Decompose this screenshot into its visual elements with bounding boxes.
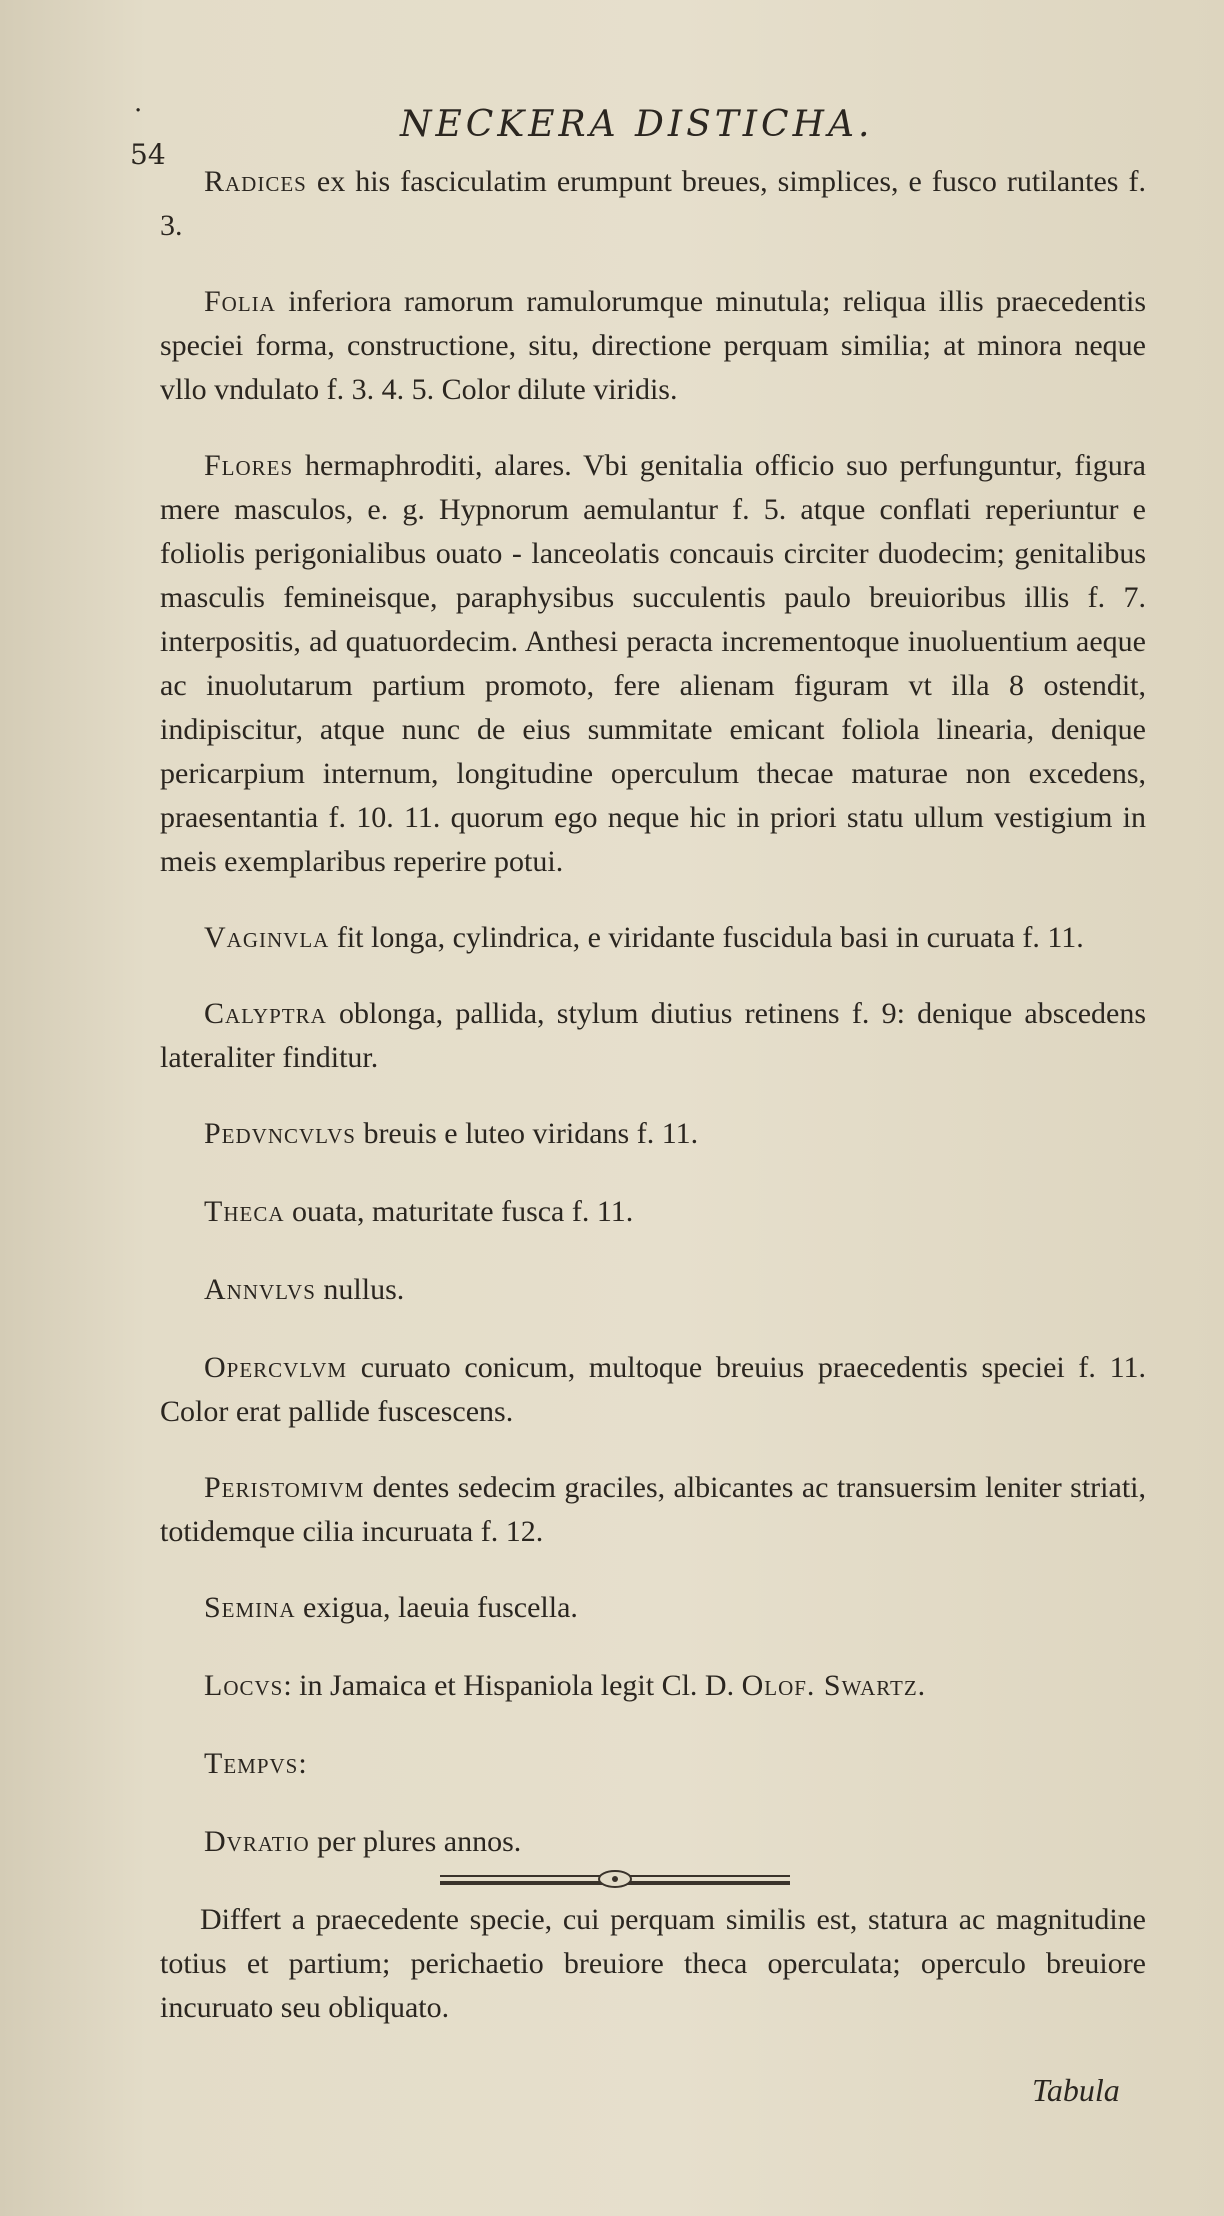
paragraph-lead: Annvlvs bbox=[204, 1273, 316, 1306]
paragraph-text: ouata, maturitate fusca f. 11. bbox=[284, 1195, 634, 1228]
page-number: 54 bbox=[130, 138, 166, 171]
paragraph-text: exigua, laeuia fuscella. bbox=[295, 1591, 578, 1624]
paragraph-text: oblonga, pallida, stylum diutius retinens f. 9: denique abscedens lateraliter finditur. bbox=[160, 997, 1146, 1074]
paragraph-text: per plures annos. bbox=[309, 1825, 522, 1858]
paragraph-semina bbox=[160, 1586, 1146, 1630]
paragraph-text: curuato conicum, multoque breuius praecedentis speciei f. 11. Color erat pallide fuscescens. bbox=[160, 1351, 1146, 1428]
catchword: Tabula bbox=[1032, 2072, 1120, 2108]
paragraph-radices bbox=[160, 160, 1146, 248]
paragraph-lead: Opercvlvm bbox=[204, 1351, 348, 1384]
paragraph-lead: Tempvs bbox=[204, 1747, 299, 1780]
paragraph-annulus bbox=[160, 1268, 1146, 1312]
page-body bbox=[160, 160, 1146, 2062]
paragraph-lead: Pedvncvlvs bbox=[204, 1117, 356, 1150]
paragraph-lead: Semina bbox=[204, 1591, 296, 1624]
paragraph-lead: Flores bbox=[204, 449, 294, 482]
paragraph-lead: Locvs bbox=[204, 1669, 284, 1702]
paragraph-text: : bbox=[298, 1747, 307, 1780]
paragraph-lead: Vaginvla bbox=[204, 921, 330, 954]
paragraph-folia bbox=[160, 280, 1146, 412]
paragraph-vaginula bbox=[160, 916, 1146, 960]
paragraph-lead: Radices bbox=[204, 165, 307, 198]
paragraph-text: dentes sedecim graciles, albicantes ac transuersim leniter striati, totidemque cilia incuruata f. 12. bbox=[160, 1471, 1146, 1548]
closing-paragraph: Differt a praecedente specie, cui perquam similis est, statura ac magnitudine totius et partium; perichaetio breuiore theca operculata; operculo breuiore incuruato seu obliquato. bbox=[160, 1903, 1146, 2024]
paragraph-locus bbox=[160, 1664, 1146, 1708]
paragraph-theca bbox=[160, 1190, 1146, 1234]
margin-dot: · bbox=[134, 96, 143, 126]
paragraph-text: inferiora ramorum ramulorumque minutula; reliqua illis praecedentis speciei forma, constructione, situ, directione perquam similia; at minora neque vllo vndulato f. 3. 4. 5. Color dilute viridis. bbox=[160, 285, 1146, 406]
paragraph-peristomium bbox=[160, 1466, 1146, 1554]
running-title: NECKERA DISTICHA. bbox=[400, 104, 874, 145]
paragraph-tempus bbox=[160, 1742, 1146, 1786]
paragraph-text: nullus. bbox=[315, 1273, 405, 1306]
paragraph-pedunculus bbox=[160, 1112, 1146, 1156]
collector-name: Olof. Swartz. bbox=[741, 1669, 927, 1702]
paragraph-text: breuis e luteo viridans f. 11. bbox=[355, 1117, 699, 1150]
paragraph-text: hermaphroditi, alares. Vbi genitalia officio suo perfunguntur, figura mere masculos, e. g. Hypnorum aemulantur f. 5. atque conflati reperiuntur e foliolis perigonialibus ouato - lanceolatis concauis circiter duodecim; genitalibus masculis femineisque, paraphysibus succulentis paulo breuioribus illis f. 7. interpositis, ad quatuordecim. Anthesi peracta incrementoque inuoluentium aeque ac inuolutarum partium promoto, fere alienam figuram vt illa 8 ostendit, indipiscitur, atque nunc de eius summitate emicant foliola linearia, denique pericarpium internum, longitudine operculum thecae maturae non excedens, praesentantia f. 10. 11. quorum ego neque hic in priori statu ullum vestigium in meis exemplaribus reperire potui. bbox=[160, 449, 1146, 878]
paragraph-flores bbox=[160, 444, 1146, 884]
paragraph-lead: Peristomivm bbox=[204, 1471, 365, 1504]
tail-ornament bbox=[440, 1866, 790, 1896]
paragraph-lead: Calyptra bbox=[204, 997, 327, 1030]
paragraph-lead: Theca bbox=[204, 1195, 285, 1228]
paragraph-text: ex his fasciculatim erumpunt breues, simplices, e fusco rutilantes f. 3. bbox=[160, 165, 1146, 242]
paragraph-text: fit longa, cylindrica, e viridante fuscidula basi in curuata f. 11. bbox=[329, 921, 1084, 954]
paragraph-calyptra bbox=[160, 992, 1146, 1080]
paragraph-lead: Dvratio bbox=[204, 1825, 310, 1858]
paragraph-lead: Folia bbox=[204, 285, 276, 318]
paragraph-duratio bbox=[160, 1820, 1146, 1864]
paragraph-operculum bbox=[160, 1346, 1146, 1434]
paragraph-text: : in Jamaica et Hispaniola legit Cl. D. bbox=[283, 1669, 742, 1702]
